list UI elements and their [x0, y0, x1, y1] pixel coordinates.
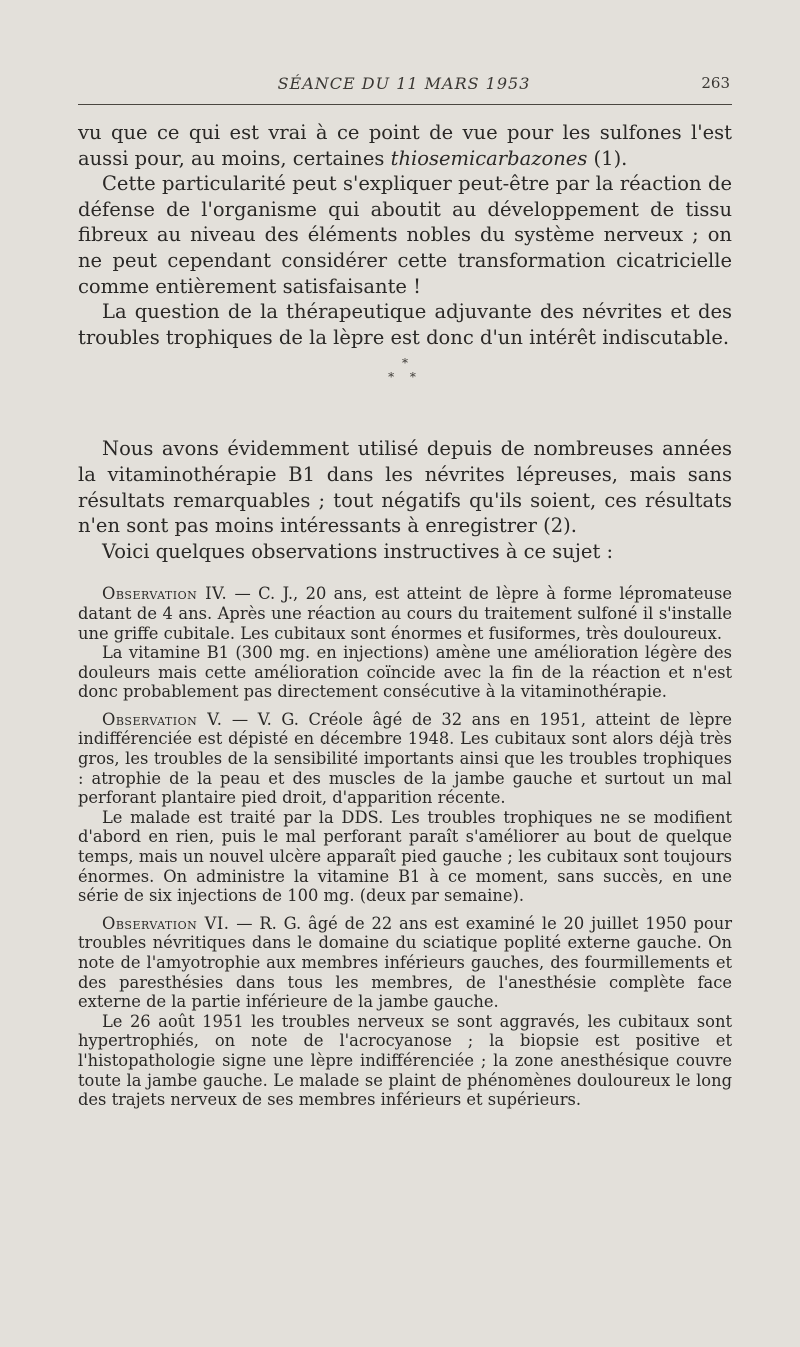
observation-paragraph	[78, 914, 732, 1012]
paragraph-5: Voici quelques observations instructives à ce sujet :	[102, 539, 614, 563]
observation-paragraph: La vitamine B1 (300 mg. en injections) amène une amélioration légère des douleurs mais cette amélioration coïncide avec la fin de la réaction et n'est donc probablement pas directement consécutive à la vitaminothérapie.	[78, 643, 732, 702]
observation-label: Observation VI.	[102, 913, 230, 933]
observation-paragraph	[78, 710, 732, 808]
paragraph-2: Cette particularité peut s'expliquer peut-être par la réaction de défense de l'organisme qui aboutit au développement de tissu fibreux au niveau des éléments nobles du système nerveux ; on ne peut cependant considérer cette transformation cicatricielle comme entièrement satisfaisante !	[78, 172, 732, 298]
observation-text: — V. G. Créole âgé de 32 ans en 1951, atteint de lèpre indifférenciée est dépisté en décembre 1948. Les cubitaux sont alors déjà très gros, les troubles de la sensibilité importants ainsi que les troubles trophiques : atrophie de la peau et des muscles de la jambe gauche et surtout un mal perforant plantaire pied droit, d'apparition récente.	[78, 709, 733, 808]
observation-5	[78, 710, 732, 906]
page-number: 263	[701, 74, 730, 92]
paragraph-1-text: vu que ce qui est vrai à ce point de vue pour les sulfones l'est aussi pour, au moins, certaines	[78, 121, 732, 170]
separator-stars-bottom: * *	[388, 370, 422, 385]
page-header	[78, 74, 730, 98]
paragraph-1-italic: thiosemicarbazones	[390, 146, 588, 170]
page-body	[78, 120, 732, 1110]
separator-star-top: *	[402, 356, 408, 371]
paragraph-3: La question de la thérapeutique adjuvante des névrites et des troubles trophiques de la lèpre est donc d'un intérêt indiscutable.	[78, 300, 732, 349]
header-rule	[78, 104, 732, 105]
observation-paragraph: Le malade est traité par la DDS. Les troubles trophiques ne se modifient d'abord en rien, puis le mal perforant paraît s'améliorer au bout de quelque temps, mais un nouvel ulcère apparaît pied gauche ; les cubitaux sont toujours énormes. On administre la vitamine B1 à ce moment, sans succès, en une série de six injections de 100 mg. (deux par semaine).	[78, 807, 732, 906]
section-separator	[78, 350, 732, 406]
observation-text: — R. G. âgé de 22 ans est examiné le 20 juillet 1950 pour troubles névritiques dans le domaine du sciatique poplité externe gauche. On note de l'amyotrophie aux membres inférieurs gauches, des fourmillements et des paresthésies dans tous les membres, de l'anesthésie complète face externe de la partie inférieure de la jambe gauche.	[78, 913, 732, 1012]
observation-6	[78, 914, 732, 1110]
paragraph-4: Nous avons évidemment utilisé depuis de nombreuses années la vitaminothérapie B1 dans les névrites lépreuses, mais sans résultats remarquables ; tout négatifs qu'ils soient, ces résultats n'en sont pas moins intéressants à enregistrer (2).	[78, 437, 732, 538]
observation-paragraph: Le 26 août 1951 les troubles nerveux se sont aggravés, les cubitaux sont hypertrophiés, on note de l'acrocyanose ; la biopsie est positive et l'histopathologie signe une lèpre indifférenciée ; la zone anesthésique couvre toute la jambe gauche. Le malade se plaint de phénomènes douloureux le long des trajets nerveux de ses membres inférieurs et supérieurs.	[78, 1011, 732, 1110]
observation-label: Observation IV.	[102, 584, 228, 604]
running-title: SÉANCE DU 11 MARS 1953	[277, 74, 531, 93]
paragraph-1	[78, 120, 732, 171]
observation-text: — C. J., 20 ans, est atteint de lèpre à forme lépromateuse datant de 4 ans. Après une réaction au cours du traitement sulfoné il s'installe une griffe cubitale. Les cubitaux sont énormes et fusiformes, très douloureux.	[78, 584, 732, 643]
paragraph-1-end: (1).	[587, 146, 628, 170]
observation-label: Observation V.	[102, 709, 223, 729]
observation-paragraph	[78, 584, 732, 643]
observation-4	[78, 584, 732, 702]
